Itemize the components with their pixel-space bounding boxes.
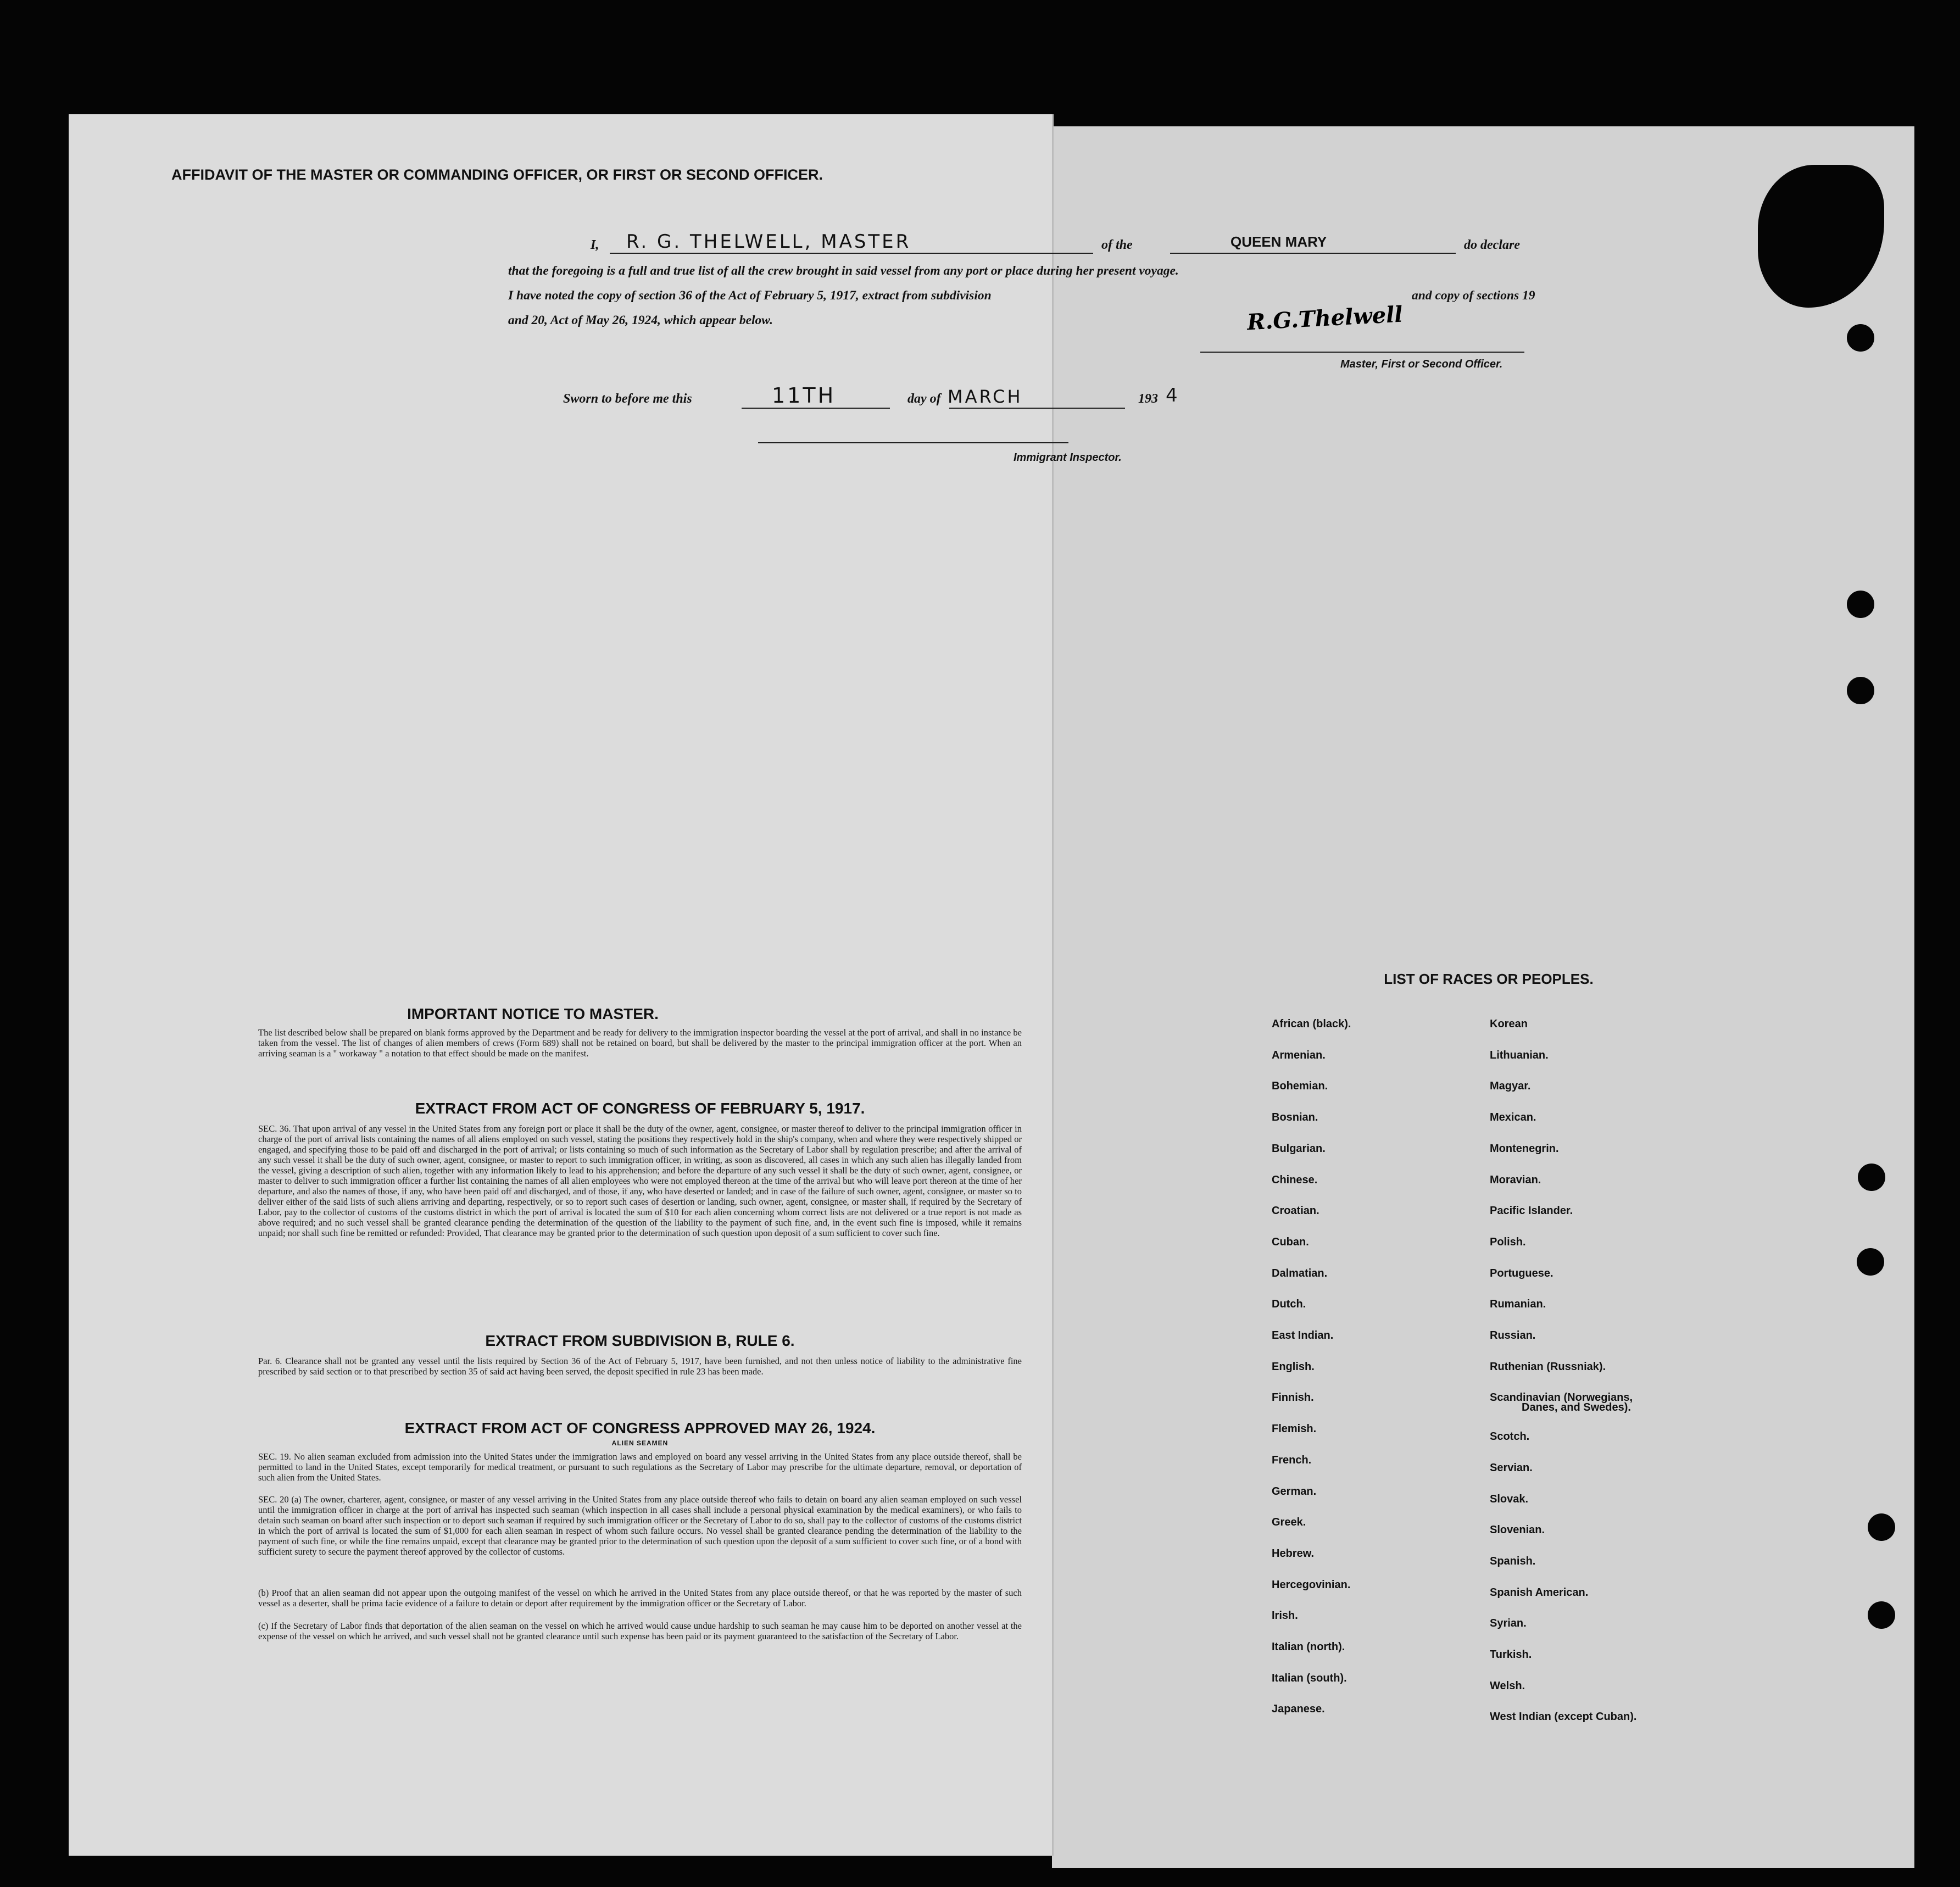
race-item: Chinese. (1272, 1173, 1318, 1186)
punch-hole (1847, 324, 1874, 352)
affidavit-line4: and 20, Act of May 26, 1924, which appear below. (508, 313, 773, 327)
master-name-handwritten: R. G. THELWELL, MASTER (626, 231, 911, 253)
race-item: Slovenian. (1490, 1524, 1545, 1537)
race-item: Lithuanian. (1490, 1049, 1549, 1061)
race-item: Syrian. (1490, 1617, 1527, 1630)
master-signature: R.G.Thelwell (1246, 301, 1404, 336)
year-prefix: 193 (1138, 392, 1158, 406)
extract-1917-title: EXTRACT FROM ACT OF CONGRESS OF FEBRUARY 5, 1917. (415, 1100, 865, 1117)
race-item: Russian. (1490, 1329, 1536, 1342)
race-item: Bulgarian. (1272, 1142, 1326, 1155)
affidavit-title: AFFIDAVIT OF THE MASTER OR COMMANDING OFFICER, OR FIRST OR SECOND OFFICER. (171, 166, 823, 183)
day-of-label: day of (907, 392, 941, 406)
race-item: Turkish. (1490, 1649, 1532, 1661)
punch-hole (1847, 591, 1874, 618)
race-item: Servian. (1490, 1461, 1533, 1474)
signature-caption: Master, First or Second Officer. (1340, 358, 1503, 370)
race-item: Italian (south). (1272, 1672, 1347, 1684)
extract-1924-sec20a: SEC. 20 (a) The owner, charterer, agent, consignee, or master of any vessel arriving in the United States from any place outside thereof who fails to detain on board any alien seaman employed on such vessel until the immigration officer in charge at the port of arrival has inspected such seaman (which inspection in all cases shall include a personal physical examination by the medical examiners), or who fails to detain such seaman on board after such inspection or to deport such seaman if required by such immigration officer or the Secretary of Labor to do so, shall pay to the collector of customs of the customs district in which the port of arrival is located the sum of $1,000 for each alien seaman in respect of whom such failure occurs. No vessel shall be granted clearance pending the determination of the liability to the payment of such fine, or while the fine remains unpaid, except that clearance may be granted prior to the determination of such question upon the deposit of a sum sufficient to cover such fine, or of a bond with sufficient surety to secure the payment thereof approved by the collector of customs. (258, 1494, 1022, 1557)
torn-corner (1758, 165, 1884, 308)
sworn-label: Sworn to before me this (563, 392, 692, 406)
extract-1924-sec20c: (c) If the Secretary of Labor finds that deportation of the alien seaman on the vessel on which he arrived would cause undue hardship to such seaman he may cause him to be deported on another vessel at the expense of the vessel on which he arrived, and such vessel shall not be granted clearance until such expense has been paid or its payment guaranteed to the satisfaction of the Secretary of Labor. (258, 1621, 1022, 1641)
inspector-line (758, 442, 1068, 443)
extract-1924-subtitle: ALIEN SEAMEN (611, 1439, 669, 1447)
race-item: Spanish. (1490, 1555, 1536, 1567)
race-item: Slovak. (1490, 1493, 1529, 1505)
races-title: LIST OF RACES OR PEOPLES. (1384, 971, 1594, 987)
i-label: I, (591, 238, 599, 252)
race-item: German. (1272, 1485, 1317, 1498)
affidavit-line2: that the foregoing is a full and true list of all the crew brought in said vessel from any port or place during her present voyage. (508, 264, 1179, 278)
race-item: Flemish. (1272, 1423, 1317, 1435)
inspector-caption: Immigrant Inspector. (1014, 452, 1122, 464)
race-item: West Indian (except Cuban). (1490, 1711, 1637, 1723)
notice-body: The list described below shall be prepared on blank forms approved by the Department and be ready for delivery to the immigration inspector boarding the vessel at the port of arrival, and shall in no instance be taken from the vessel. The list of changes of alien members of crews (Form 689) shall not be retained on board, but shall be delivered by the master to the principal immigration officer at the port. When an arriving seaman is a " workaway " a notation to that effect should be made on the manifest. (258, 1027, 1022, 1059)
race-item: Polish. (1490, 1235, 1526, 1248)
race-item: English. (1272, 1360, 1315, 1373)
race-item: Hebrew. (1272, 1547, 1315, 1560)
punch-hole (1868, 1601, 1895, 1629)
extract-1917-body: SEC. 36. That upon arrival of any vessel in the United States from any foreign port or place it shall be the duty of the owner, agent, consignee, or master thereof to deliver to the principal immigration officer in charge of the port of arrival lists containing the names of all aliens employed on such vessel, stating the positions they respectively hold in the ship's company, when and where they were respectively shipped or engaged, and specifying those to be paid off and discharged in the port of arrival; or lists containing so much of such information as the Secretary of Labor shall by regulation prescribe; and after the arrival of any such vessel it shall be the duty of such owner, agent, consignee, or master to report to such immigration officer, in writing, as soon as discovered, all cases in which any such alien has illegally landed from the vessel, giving a description of such alien, together with any information likely to lead to his apprehension; and before the departure of any such vessel it shall be the duty of such owner, agent, consignee, or master to deliver to such immigration officer a further list containing the names of all alien employees who were not employed thereon at the time of the arrival but who will leave port thereon at the time of her departure, and also the names of those, if any, who have been paid off and discharged, and of those, if any, who have deserted or landed; and in case of the failure of such owner, agent, consignee, or master so to deliver either of the said lists of such aliens arriving and departing, respectively, or so to report such cases of desertion or landing, such owner, agent, consignee, or master shall, if required by the Secretary of Labor, pay to the collector of customs of the customs district in which the port of arrival is located the sum of $10 for each alien concerning whom correct lists are not delivered or a true report is not made as above required; and no such vessel shall be granted clearance pending the determination of the question of the liability to the payment of such fine, and, in the event such fine is imposed, while it remains unpaid; nor shall such fine be remitted or refunded: Provided, That clearance may be granted prior to the determination of such question upon deposit of a sum sufficient to cover such fine. (258, 1123, 1022, 1238)
affidavit-line3-a: I have noted the copy of section 36 of the Act of February 5, 1917, extract from subdivision (508, 288, 992, 303)
race-item: Pacific Islander. (1490, 1205, 1573, 1217)
race-item: Welsh. (1490, 1679, 1525, 1692)
race-item: East Indian. (1272, 1329, 1334, 1342)
rule6-body: Par. 6. Clearance shall not be granted any vessel until the lists required by Section 36 of the Act of February 5, 1917, have been furnished, and not then unless notice of liability to the administrative fine prescribed by said section or to that prescribed by section 35 of said act having been served, the deposit specified in rule 23 has been made. (258, 1356, 1022, 1377)
race-item: Bohemian. (1272, 1080, 1328, 1093)
race-item: Croatian. (1272, 1205, 1319, 1217)
race-item: Spanish American. (1490, 1586, 1589, 1599)
race-item: Japanese. (1272, 1703, 1325, 1716)
race-item: French. (1272, 1454, 1312, 1466)
race-item: African (black). (1272, 1018, 1351, 1030)
race-item: Scandinavian (Norwegians, (1490, 1391, 1633, 1404)
vessel-line (1170, 253, 1456, 254)
race-item: Bosnian. (1272, 1111, 1318, 1124)
punch-hole (1857, 1248, 1884, 1276)
punch-hole (1858, 1164, 1885, 1191)
year-suffix: 4 (1166, 385, 1178, 407)
do-declare-label: do declare (1464, 238, 1520, 252)
race-item: Ruthenian (Russniak). (1490, 1360, 1606, 1373)
race-item: Dalmatian. (1272, 1267, 1328, 1279)
race-item: Montenegrin. (1490, 1142, 1559, 1155)
extract-1924-title: EXTRACT FROM ACT OF CONGRESS APPROVED MAY 26, 1924. (404, 1420, 876, 1437)
race-item: Moravian. (1490, 1173, 1541, 1186)
day-line (742, 408, 890, 409)
race-item: Magyar. (1490, 1080, 1531, 1093)
notice-title: IMPORTANT NOTICE TO MASTER. (407, 1005, 659, 1022)
month-line (949, 408, 1125, 409)
sworn-day: 11TH (772, 383, 836, 408)
race-item: Italian (north). (1272, 1641, 1345, 1653)
vessel-name: QUEEN MARY (1230, 233, 1327, 250)
affidavit-line3-b: and copy of sections 19 (1412, 288, 1535, 303)
signature-line (1200, 352, 1524, 353)
extract-1924-sec20b: (b) Proof that an alien seaman did not appear upon the outgoing manifest of the vessel on which he arrived in the United States from any place outside thereof, or that he was reported by the master of such vessel as a deserter, shall be prima facie evidence of a failure to detain or deport after requirement by the immigration officer or the Secretary of Labor. (258, 1588, 1022, 1608)
name-line (610, 253, 1093, 254)
race-item: Dutch. (1272, 1298, 1306, 1311)
underlying-page-edge (1052, 126, 1914, 1868)
of-the-label: of the (1101, 238, 1133, 252)
race-item: Cuban. (1272, 1235, 1309, 1248)
race-item: Mexican. (1490, 1111, 1536, 1124)
punch-hole (1847, 677, 1874, 704)
race-item: Irish. (1272, 1610, 1298, 1622)
extract-1924-sec19: SEC. 19. No alien seaman excluded from admission into the United States under the immigration laws and employed on board any vessel arriving in the United States from any place outside thereof, shall be permitted to land in the United States, except temporarily for medical treatment, or pursuant to such regulations as the Secretary of Labor may prescribe for the ultimate departure, removal, or deportation of such alien from the United States. (258, 1451, 1022, 1483)
punch-hole (1868, 1513, 1895, 1541)
race-item: Korean (1490, 1018, 1528, 1030)
race-item: Portuguese. (1490, 1267, 1553, 1279)
race-item: Rumanian. (1490, 1298, 1546, 1311)
race-item: Hercegovinian. (1272, 1578, 1351, 1591)
sworn-month: MARCH (948, 386, 1023, 407)
race-item: Greek. (1272, 1516, 1306, 1529)
race-item: Finnish. (1272, 1391, 1314, 1404)
race-right-continuation: Danes, and Swedes). (1522, 1401, 1631, 1413)
race-item: Scotch. (1490, 1430, 1530, 1443)
rule6-title: EXTRACT FROM SUBDIVISION B, RULE 6. (485, 1332, 795, 1349)
race-item: Armenian. (1272, 1049, 1326, 1061)
